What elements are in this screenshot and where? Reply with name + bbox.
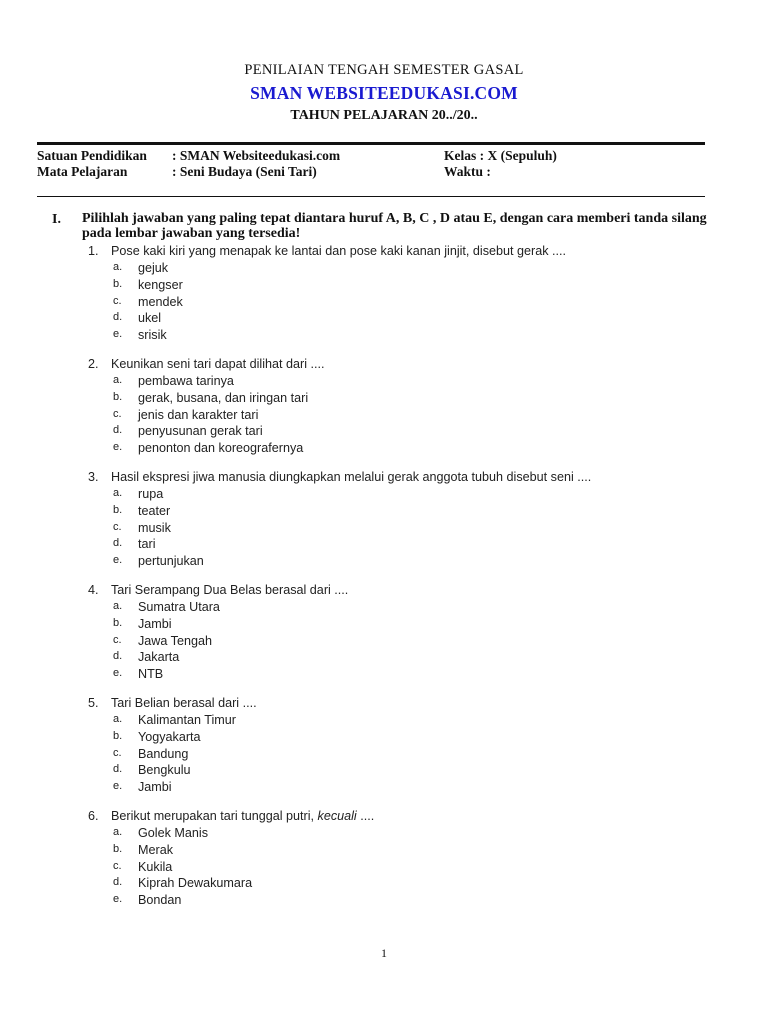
answer-option (88, 441, 688, 458)
option-text: gerak, busana, dan iringan tari (138, 390, 309, 405)
option-letter: c. (113, 859, 122, 872)
question-item (88, 357, 688, 458)
option-text: Sumatra Utara (138, 599, 220, 614)
option-text: kengser (138, 277, 183, 292)
answer-option (88, 826, 688, 843)
option-letter: c. (113, 746, 122, 759)
section-instruction: Pilihlah jawaban yang paling tepat diantara huruf A, B, C , D atau E, dengan cara memberi tanda silang pada lembar jawaban yang tersedia! (82, 211, 707, 241)
question-number: 3. (88, 469, 99, 484)
option-text: Merak (138, 842, 173, 857)
info-label-school: Satuan Pendidikan (37, 148, 147, 163)
answer-option (88, 650, 688, 667)
option-text: penyusunan gerak tari (138, 424, 263, 439)
info-value-school: : SMAN Websiteedukasi.com (172, 148, 341, 163)
question-text-main: Hasil ekspresi jiwa manusia diungkapkan melalui gerak anggota tubuh disebut seni .... (111, 469, 592, 484)
answer-option (88, 521, 688, 538)
question-text (111, 583, 348, 597)
school-name: SMAN WEBSITEEDUKASI.COM (250, 83, 518, 103)
answer-option (88, 876, 688, 893)
answer-option (88, 408, 688, 425)
header-divider-thick (37, 142, 705, 145)
answer-option (88, 311, 688, 328)
answer-option (88, 713, 688, 730)
option-text: gejuk (138, 261, 169, 275)
question-stem (88, 696, 688, 713)
question-item (88, 470, 688, 571)
option-text: rupa (138, 486, 164, 501)
option-text: teater (138, 503, 171, 518)
question-item (88, 244, 688, 345)
option-letter: b. (113, 842, 123, 855)
question-text (111, 357, 325, 371)
option-text: Jakarta (138, 650, 180, 665)
question-stem (88, 244, 688, 261)
option-letter: c. (113, 520, 122, 533)
answer-option (88, 634, 688, 651)
question-text (111, 470, 591, 484)
question-text-end: .... (356, 808, 375, 823)
option-letter: c. (113, 633, 122, 646)
option-letter: e. (113, 780, 123, 793)
answer-option (88, 893, 688, 910)
option-text: srisik (138, 328, 167, 343)
option-letter: e. (113, 554, 123, 567)
question-text (111, 809, 374, 823)
option-letter: d. (113, 650, 123, 663)
option-text: Jambi (138, 780, 172, 795)
option-letter: a. (113, 486, 123, 499)
option-letter: d. (113, 537, 123, 550)
question-list (88, 244, 688, 922)
answer-option (88, 295, 688, 312)
answer-option (88, 730, 688, 747)
answer-option (88, 554, 688, 571)
answer-option (88, 261, 688, 278)
section-number: I. (52, 212, 61, 227)
question-item (88, 696, 688, 797)
info-class: Kelas : X (Sepuluh) (444, 148, 557, 163)
question-number: 6. (88, 808, 99, 823)
option-text: tari (138, 537, 156, 552)
question-number: 2. (88, 356, 99, 371)
answer-option (88, 374, 688, 391)
question-item (88, 809, 688, 910)
answer-option (88, 600, 688, 617)
question-stem (88, 357, 688, 374)
option-text: pembawa tarinya (138, 373, 234, 388)
answer-option (88, 504, 688, 521)
header-divider-thin (37, 196, 705, 197)
option-text: Bandung (138, 746, 189, 761)
question-text-main: Tari Serampang Dua Belas berasal dari .... (111, 582, 349, 597)
option-text: ukel (138, 311, 162, 326)
question-text-emphasis: kecuali (317, 808, 357, 823)
option-text: Bengkulu (138, 763, 191, 778)
option-letter: d. (113, 763, 123, 776)
question-text (111, 696, 257, 710)
question-text (111, 244, 566, 258)
option-letter: e. (113, 893, 123, 906)
option-text: Yogyakarta (138, 729, 201, 744)
answer-option (88, 843, 688, 860)
option-letter: e. (113, 441, 123, 454)
answer-option (88, 617, 688, 634)
answer-option (88, 278, 688, 295)
question-text-main: Tari Belian berasal dari .... (111, 695, 257, 710)
exam-title: PENILAIAN TENGAH SEMESTER GASAL (244, 62, 524, 78)
question-number: 4. (88, 582, 99, 597)
info-label-subject: Mata Pelajaran (37, 164, 128, 179)
answer-option (88, 424, 688, 441)
option-text: Kukila (138, 859, 173, 874)
option-letter: b. (113, 277, 123, 290)
option-letter: b. (113, 729, 123, 742)
option-letter: d. (113, 876, 123, 889)
page-number: 1 (381, 946, 387, 960)
option-letter: c. (113, 294, 122, 307)
answer-option (88, 487, 688, 504)
option-letter: c. (113, 407, 122, 420)
option-letter: a. (113, 825, 123, 838)
question-text-main: Berikut merupakan tari tunggal putri, (111, 808, 318, 823)
question-stem (88, 809, 688, 826)
question-number: 1. (88, 244, 99, 258)
option-text: penonton dan koreografernya (138, 441, 304, 456)
question-text-main: Keunikan seni tari dapat dilihat dari .... (111, 356, 325, 371)
option-text: Bondan (138, 893, 182, 908)
info-time: Waktu : (444, 164, 491, 179)
answer-option (88, 391, 688, 408)
option-letter: e. (113, 667, 123, 680)
option-letter: a. (113, 712, 123, 725)
answer-option (88, 763, 688, 780)
question-item (88, 583, 688, 684)
option-letter: b. (113, 390, 123, 403)
option-letter: a. (113, 261, 123, 273)
answer-option (88, 537, 688, 554)
answer-option (88, 747, 688, 764)
question-text-main: Pose kaki kiri yang menapak ke lantai dan pose kaki kanan jinjit, disebut gerak .... (111, 244, 567, 258)
question-stem (88, 583, 688, 600)
academic-year: TAHUN PELAJARAN 20../20.. (290, 108, 478, 123)
question-number: 5. (88, 695, 99, 710)
option-text: Kalimantan Timur (138, 712, 236, 727)
answer-option (88, 328, 688, 345)
info-value-subject: : Seni Budaya (Seni Tari) (172, 164, 317, 179)
option-letter: d. (113, 311, 123, 324)
option-text: musik (138, 520, 171, 535)
option-letter: b. (113, 503, 123, 516)
option-text: Jawa Tengah (138, 633, 212, 648)
option-text: mendek (138, 294, 183, 309)
option-letter: b. (113, 616, 123, 629)
option-letter: d. (113, 424, 123, 437)
option-text: jenis dan karakter tari (138, 407, 259, 422)
option-letter: e. (113, 328, 123, 341)
answer-option (88, 860, 688, 877)
option-text: Kiprah Dewakumara (138, 876, 253, 891)
answer-option (88, 780, 688, 797)
option-letter: a. (113, 373, 123, 386)
option-text: Golek Manis (138, 825, 208, 840)
question-stem (88, 470, 688, 487)
option-text: NTB (138, 667, 164, 682)
option-text: Jambi (138, 616, 172, 631)
option-text: pertunjukan (138, 554, 204, 569)
answer-option (88, 667, 688, 684)
option-letter: a. (113, 599, 123, 612)
